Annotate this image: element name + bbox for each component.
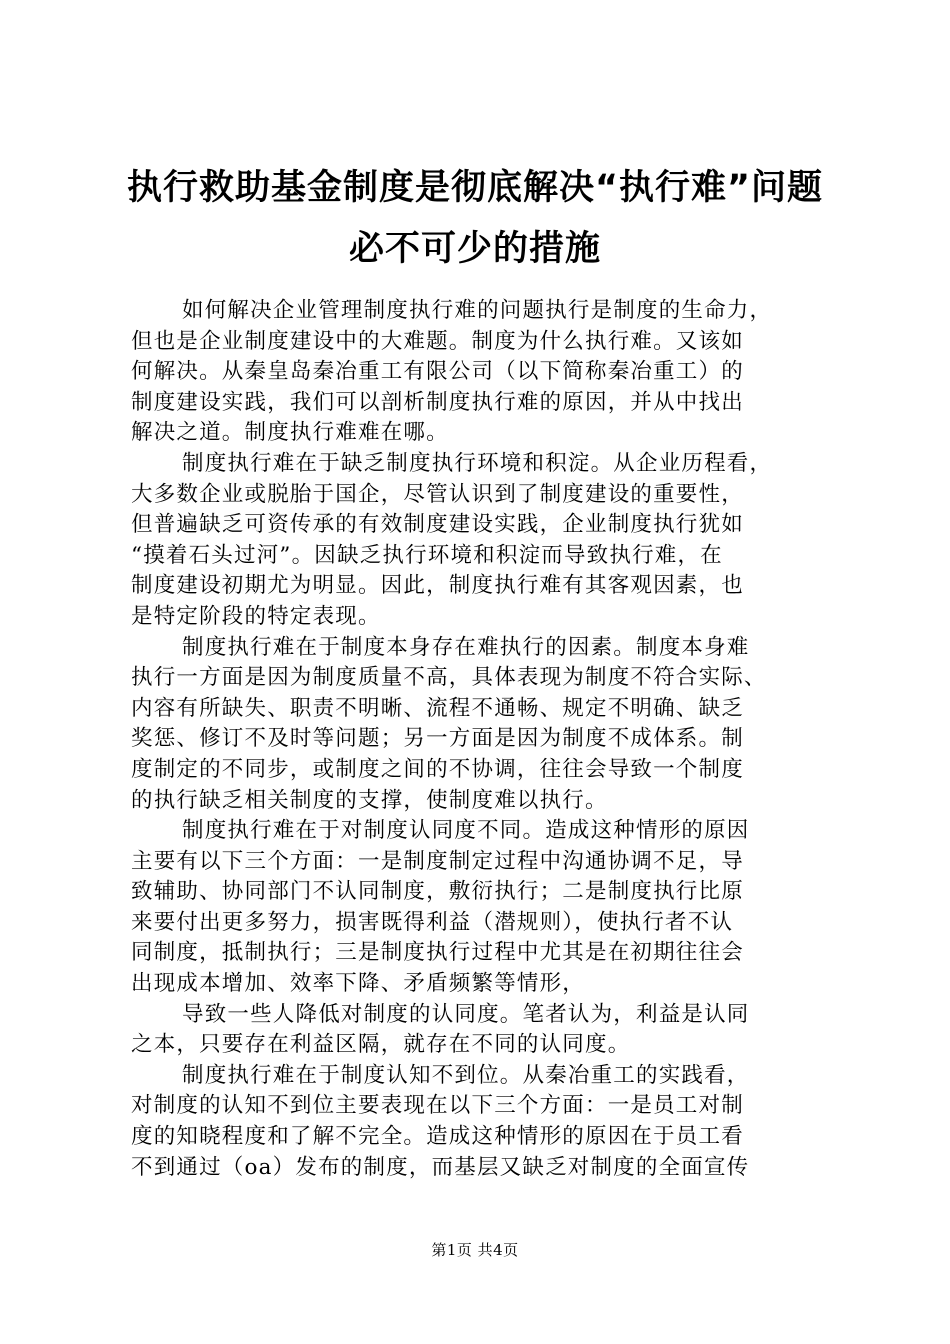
body-text-line: 制度执行难在于对制度认同度不同。造成这种情形的原因	[182, 818, 750, 844]
body-text-line: 对制度的认知不到位主要表现在以下三个方面：一是员工对制	[131, 1093, 744, 1119]
body-text-line: 但普遍缺乏可资传承的有效制度建设实践，企业制度执行犹如	[131, 512, 744, 538]
body-text-line: 不到通过（oa）发布的制度，而基层又缺乏对制度的全面宣传	[131, 1154, 750, 1180]
body-text-line: “摸着石头过河”。因缺乏执行环境和积淀而导致执行难，在	[131, 542, 723, 568]
body-text-line: 的执行缺乏相关制度的支撑，使制度难以执行。	[131, 787, 608, 813]
body-text-line: 度的知晓程度和了解不完全。造成这种情形的原因在于员工看	[131, 1124, 744, 1150]
body-text-line: 解决之道。制度执行难难在哪。	[131, 420, 449, 446]
body-text-line: 但也是企业制度建设中的大难题。制度为什么执行难。又该如	[131, 328, 744, 354]
body-text-line: 同制度，抵制执行；三是制度执行过程中尤其是在初期往往会	[131, 940, 744, 966]
document-title-line-1: 执行救助基金制度是彻底解决“执行难”问题	[126, 168, 823, 208]
body-text-line: 大多数企业或脱胎于国企，尽管认识到了制度建设的重要性，	[131, 481, 744, 507]
body-text-line: 如何解决企业管理制度执行难的问题执行是制度的生命力，	[182, 298, 773, 323]
body-text-line: 来要付出更多努力，损害既得利益（潜规则），使执行者不认	[131, 909, 734, 935]
document-body	[131, 296, 831, 1183]
body-text-line: 度制定的不同步，或制度之间的不协调，往往会导致一个制度	[131, 756, 744, 782]
body-text-line: 制度建设初期尤为明显。因此，制度执行难有其客观因素，也	[131, 573, 744, 599]
body-text-line: 内容有所缺失、职责不明晰、流程不通畅、规定不明确、缺乏	[131, 695, 744, 721]
page-number-footer: 第1页 共4页	[431, 1241, 519, 1259]
body-text-line: 制度执行难在于制度本身存在难执行的因素。制度本身难	[182, 634, 750, 660]
body-text-line: 致辅助、协同部门不认同制度，敷衍执行；二是制度执行比原	[131, 879, 744, 905]
body-text-line: 之本，只要存在利益区隔，就存在不同的认同度。	[131, 1032, 631, 1058]
body-text-line: 何解决。从秦皇岛秦冶重工有限公司（以下简称秦冶重工）的	[131, 359, 744, 385]
body-text-line: 奖惩、修订不及时等问题；另一方面是因为制度不成体系。制	[131, 726, 744, 752]
body-text-line: 导致一些人降低对制度的认同度。笔者认为，利益是认同	[182, 1001, 750, 1027]
body-text-line: 主要有以下三个方面：一是制度制定过程中沟通协调不足，导	[131, 848, 744, 874]
body-text-line: 出现成本增加、效率下降、矛盾频繁等情形，	[131, 971, 586, 997]
document-title-line-2: 必不可少的措施	[348, 229, 601, 269]
body-text-line: 制度建设实践，我们可以剖析制度执行难的原因，并从中找出	[131, 389, 744, 415]
body-text-line: 执行一方面是因为制度质量不高，具体表现为制度不符合实际、	[131, 665, 767, 691]
body-text-line: 制度执行难在于制度认知不到位。从秦冶重工的实践看，	[182, 1062, 750, 1088]
body-text-line: 制度执行难在于缺乏制度执行环境和积淀。从企业历程看，	[182, 450, 773, 476]
body-text-line: 是特定阶段的特定表现。	[131, 603, 381, 629]
